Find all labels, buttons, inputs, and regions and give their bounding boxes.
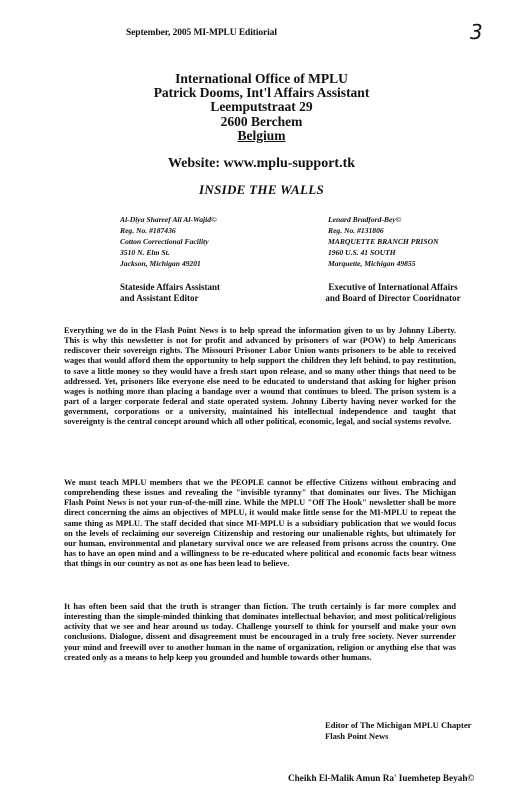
left-role-block bbox=[120, 282, 220, 304]
right-address-city: Marquette, Michigan 49855 bbox=[328, 259, 416, 268]
signature-line2: Flash Point News bbox=[325, 730, 389, 741]
body-paragraph: We must teach MPLU members that we the PEOPLE cannot be effective Citizens without embracing and comprehending these issues and revealing the "invisible tyranny" that dominates our lives. The Michigan Flash Point News is not your run-of-the-mill zine. While the MPLU "Off The Hook" newsletter shall be more direct concerning the aims an objectives of MPLU, it would make little sense for the MI-MPLU to repeat the same thing as MPLU. The staff decided that since MI-MPLU is a subsidiary publication that we would focus on the levels of reclaiming our sovereign Citizenship and restoring our unalienable rights, but ultimately for our human, environmental and planetary survival once we are released from prisons across the country. One has to have an open mind and a willingness to be re-educated where political and economic facts bear witness that things in our country as not as one has been lead to believe. bbox=[64, 478, 456, 569]
left-address-street: 3510 N. Elm St. bbox=[120, 248, 170, 257]
right-address-name: Lenard Bradford-Bey© bbox=[328, 215, 402, 224]
office-city: 2600 Berchem bbox=[220, 113, 303, 129]
left-address-block bbox=[120, 214, 217, 269]
left-role-line1: Stateside Affairs Assistant bbox=[120, 282, 221, 292]
signature-line1: Editor of The Michigan MPLU Chapter bbox=[325, 720, 472, 730]
body-paragraph: It has often been said that the truth is stranger than fiction. The truth certainly is far more complex and interesting than the simple-minded thinking that dominates intellectual behavior, and most political/religious activity that we see and hear around us today. Challenge yourself to think for yourself and make your own conclusions. Dialogue, dissent and disagreement must be encouraged in a truly free society. Never surrender your mind and freewill over to another human in the name of organization, religion or anything else that was created only as a means to help keep you grounded and humble towards other humans. bbox=[64, 602, 456, 662]
office-address-block bbox=[0, 72, 523, 143]
right-address-reg: Reg. No. #131806 bbox=[328, 226, 384, 235]
right-address-street: 1960 U.S. 41 SOUTH bbox=[328, 248, 396, 257]
office-country bbox=[0, 129, 523, 143]
left-address-facility: Cotton Correctional Facility bbox=[120, 237, 209, 246]
right-role-block bbox=[308, 282, 478, 304]
right-address-facility: MARQUETTE BRANCH PRISON bbox=[328, 237, 439, 246]
left-role-line2: and Assistant Editor bbox=[120, 293, 199, 303]
author-name: Cheikh El-Malik Amun Ra' Iuemhetep Beyah© bbox=[288, 773, 475, 783]
signature-block bbox=[325, 720, 472, 741]
office-contact-person: Patrick Dooms, Int'l Affairs Assistant bbox=[153, 85, 370, 101]
left-address-name: Al-Diya Shareef Ali Al-Wajid© bbox=[120, 215, 217, 224]
left-address-city: Jackson, Michigan 49201 bbox=[120, 259, 201, 268]
page-number: 3 bbox=[470, 20, 483, 44]
header-date-title: September, 2005 MI-MPLU Editiorial bbox=[126, 28, 277, 38]
right-role-line1: Executive of International Affairs bbox=[328, 282, 458, 292]
office-country-text: Belgium bbox=[237, 127, 286, 143]
right-address-block bbox=[328, 214, 439, 269]
body-paragraph: Everything we do in the Flash Point News is to help spread the information given to us by Johnny Liberty. This is why this newsletter is not for profit and advanced by prisoners of war (POW) to help Americans rediscover their sovereign rights. The Missouri Prisoner Labor Union wants prisoners to be able to received wages that would afford them the opportunity to help support the children they left behind, to pay restitution, to save a little money so they would have a fresh start upon release, and so many other things that need to be addressed. Yet, prisoners like everyone else need to be educated to understand that asking for higher prison wages is nothing more than placing a bandage over a wound that continues to bleed. The prison system is a part of a larger corporate federal and state operated system. Johnny Liberty having never worked for the government, corporations or a university, maintained his intellectual independence and taught that sovereignty is the central concept around which all other political, economic, legal, and social systems revolve. bbox=[64, 326, 456, 427]
right-role-line2: and Board of Director Cooridnator bbox=[325, 293, 461, 303]
left-address-reg: Reg. No. #187436 bbox=[120, 226, 176, 235]
office-street: Leemputstraat 29 bbox=[210, 99, 313, 115]
section-title: INSIDE THE WALLS bbox=[199, 182, 324, 197]
website-line: Website: www.mplu-support.tk bbox=[167, 156, 356, 171]
office-name: International Office of MPLU bbox=[175, 71, 348, 86]
